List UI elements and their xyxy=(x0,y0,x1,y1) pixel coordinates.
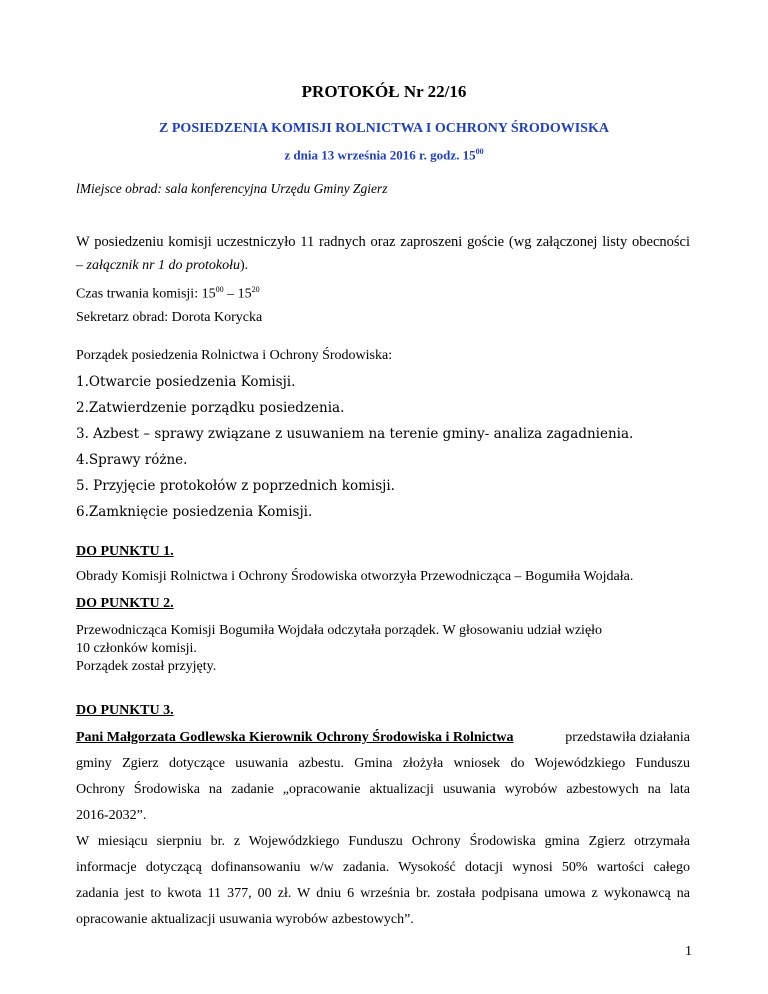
attendance-dash: – xyxy=(76,258,87,273)
meeting-date-text: z dnia 13 września 2016 r. godz. 15 xyxy=(284,147,476,163)
agenda-item: 3. Azbest – sprawy związane z usuwaniem na terenie gminy- analiza zagadnienia. xyxy=(76,426,634,442)
point-3-line-1 xyxy=(76,730,690,746)
attendance-close: ). xyxy=(239,258,249,273)
point-3-line: Ochrony Środowiska na zadanie „opracowanie aktualizacji usuwania wyrobów azbestowych na lata xyxy=(76,782,690,797)
point-1-text: Obrady Komisji Rolnictwa i Ochrony Środowiska otworzyła Przewodnicząca – Bogumiła Wojdała. xyxy=(76,569,634,584)
duration-mid: – 15 xyxy=(223,286,252,302)
attendance-line-1: W posiedzeniu komisji uczestniczyło 11 radnych oraz zaproszeni goście (wg załączonej listy obecności xyxy=(76,234,690,250)
point-3-line-1-rest: przedstawiła działania xyxy=(565,730,690,745)
page-number: 1 xyxy=(685,944,692,959)
attendance-line-2 xyxy=(76,258,248,274)
page-title: PROTOKÓŁ Nr 22/16 xyxy=(301,82,467,101)
duration-label: Czas trwania komisji: 15 xyxy=(76,286,216,302)
agenda-item: 5. Przyjęcie protokołów z poprzednich komisji. xyxy=(76,478,395,494)
point-3-heading: DO PUNKTU 3. xyxy=(76,703,174,718)
agenda-item: 2.Zatwierdzenie porządku posiedzenia. xyxy=(76,400,345,416)
point-2-line: Przewodnicząca Komisji Bogumiła Wojdała odczytała porządek. W głosowaniu udział wzięło xyxy=(76,623,603,638)
secretary: Sekretarz obrad: Dorota Korycka xyxy=(76,310,263,325)
meeting-date-sup: 00 xyxy=(475,147,484,156)
point-1-heading: DO PUNKTU 1. xyxy=(76,544,174,559)
agenda-heading: Porządek posiedzenia Rolnictwa i Ochrony Środowiska: xyxy=(76,348,393,363)
point-3-line: W miesiącu sierpniu br. z Wojewódzkiego Funduszu Ochrony Środowiska gmina Zgierz otrzymała xyxy=(76,834,690,849)
attachment-reference: załącznik nr 1 do protokołu xyxy=(86,258,240,273)
point-3-line: 2016-2032”. xyxy=(76,808,147,823)
meeting-date xyxy=(0,147,768,163)
speaker-name: Pani Małgorzata Godlewska Kierownik Ochrony Środowiska i Rolnictwa xyxy=(76,730,514,745)
point-2-line: 10 członków komisji. xyxy=(76,641,197,656)
agenda-item: 4.Sprawy różne. xyxy=(76,452,188,468)
meeting-duration xyxy=(76,285,260,303)
meeting-place: lMiejsce obrad: sala konferencyjna Urzędu Gminy Zgierz xyxy=(76,181,388,196)
point-3-line: informacje dotyczącą dofinansowaniu w/w zadania. Wysokość dotacji wynosi 50% wartości całego xyxy=(76,860,690,875)
agenda-item: 1.Otwarcie posiedzenia Komisji. xyxy=(76,374,296,390)
point-2-line: Porządek został przyjęty. xyxy=(76,659,217,674)
point-3-line: gminy Zgierz dotyczące usuwania azbestu. Gmina złożyła wniosek do Wojewódzkiego Funduszu xyxy=(76,756,690,771)
duration-start-sup: 00 xyxy=(215,285,224,294)
document-subtitle: Z POSIEDZENIA KOMISJI ROLNICTWA I OCHRONY ŚRODOWISKA xyxy=(159,121,609,136)
point-3-line: opracowanie aktualizacji usuwania wyrobów azbestowych”. xyxy=(76,912,414,927)
point-3-line: zadania jest to kwota 11 377, 00 zł. W dniu 6 września br. została podpisana umowa z wykonawcą na xyxy=(76,886,690,901)
point-2-heading: DO PUNKTU 2. xyxy=(76,596,174,611)
duration-end-sup: 20 xyxy=(251,285,260,294)
agenda-item: 6.Zamknięcie posiedzenia Komisji. xyxy=(76,504,313,520)
